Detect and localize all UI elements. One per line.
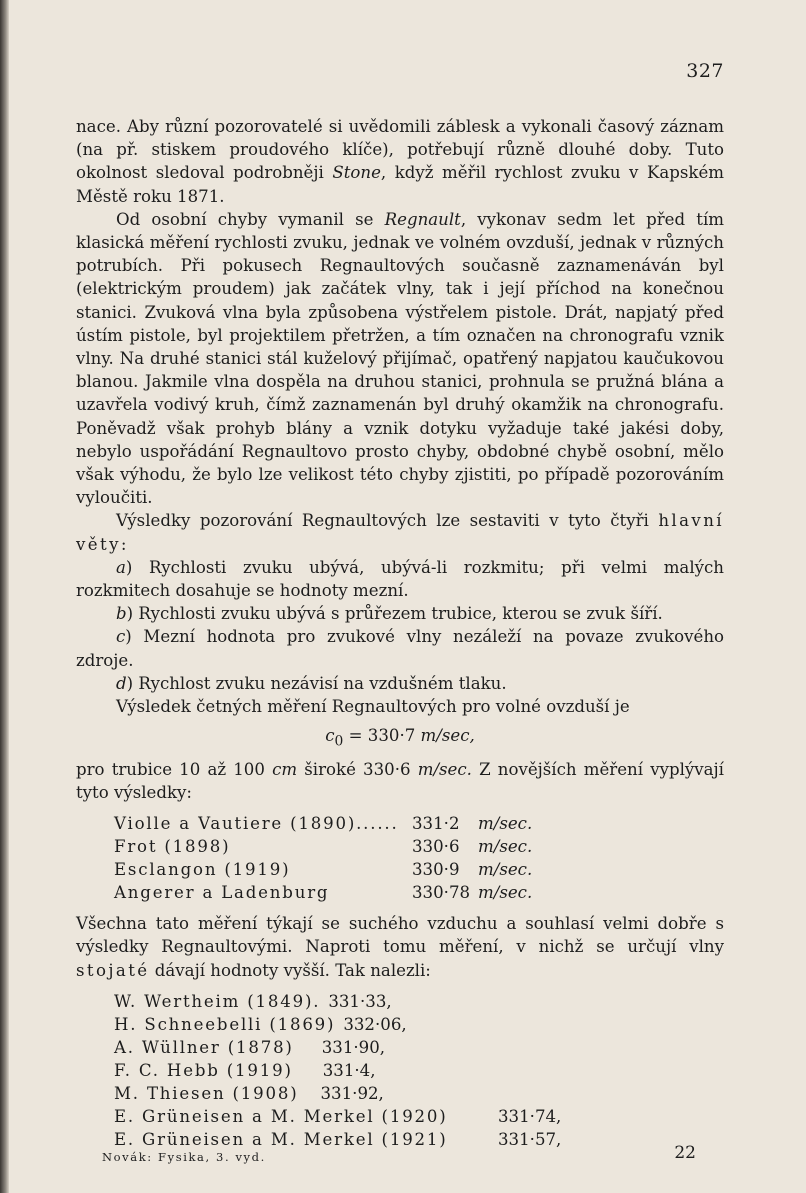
table-row: M. Thiesen (1908) 331·92, xyxy=(114,1083,384,1103)
table-row: Angerer a Ladenburg 330·78 m/sec. xyxy=(114,883,533,903)
footer-book-title: Novák: Fysika, 3. vyd. xyxy=(102,1150,266,1164)
page-body xyxy=(76,115,724,1159)
table-row: Frot (1898) 330·6 m/sec. xyxy=(114,837,533,857)
paragraph-5: pro trubice 10 až 100 cm široké 330·6 m/sec. Z novějších měření vyplývají tyto výsledky: xyxy=(76,759,724,802)
page-number: 327 xyxy=(686,60,724,82)
table-row: A. Wüllner (1878) 331·90, xyxy=(114,1037,386,1057)
table-row: E. Grüneisen a M. Merkel (1920) 331·74, xyxy=(114,1106,562,1126)
table-row: Esclangon (1919) 330·9 m/sec. xyxy=(114,860,533,880)
author-name: Regnault xyxy=(384,209,461,229)
measurement-table-2 xyxy=(114,990,724,1151)
list-item-a: a) Rychlosti zvuku ubývá, ubývá-li rozkmitu; při velmi malých rozkmitech dosahuje se hodnoty mezní. xyxy=(76,557,724,601)
footer-signature-number: 22 xyxy=(674,1143,696,1163)
book-spine-shadow xyxy=(0,0,9,1193)
paragraph-4: Výsledek četných měření Regnaultových pro volné ovzduší je xyxy=(116,697,630,717)
emphasis-text: stojaté xyxy=(76,960,150,980)
table-row: W. Wertheim (1849). 331·33, xyxy=(114,991,392,1011)
formula: $c_0 = 330\cdot 7$ m/sec, xyxy=(325,726,475,750)
table-row: Violle a Vautiere (1890)...... 331·2 m/sec. xyxy=(114,814,533,834)
table-row: E. Grüneisen a M. Merkel (1921) 331·57, xyxy=(114,1129,562,1149)
author-name: Stone xyxy=(332,163,381,183)
emphasis-text: hlavní věty xyxy=(76,511,724,554)
table-row: H. Schneebelli (1869) 332·06, xyxy=(114,1014,407,1034)
table-row: F. C. Hebb (1919) 331·4, xyxy=(114,1060,376,1080)
paragraph-1: nace. Aby různí pozorovatelé si uvědomili záblesk a vykonali časový záznam (na př. stiskem proudového klíče), potřebují různě dlouhé doby. Tuto okolnost sledoval podrobněji Stone, když měřil rychlost zvuku v Kapském Městě roku 1871. xyxy=(76,117,724,206)
paragraph-3: Výsledky pozorování Regnaultových lze sestaviti v tyto čtyři hlavní věty: xyxy=(76,511,724,554)
list-item-c: c) Mezní hodnota pro zvukové vlny nezáleží na povaze zvukového zdroje. xyxy=(76,627,724,670)
measurement-table-1 xyxy=(114,812,724,904)
paragraph-2: Od osobní chyby vymanil se Regnault, vykonav sedm let před tím klasická měření rychlosti zvuku, jednak ve volném ovzduší, jednak v různých potrubích. Při pokusech Regnaultových současně zaznamenáván byl (elektrickým proudem) jak začátek vlny, tak i její příchod na konečnou stanici. Zvuková vlna byla způsobena výstřelem pistole. Drát, napjatý před ústím pistole, byl projektilem přetržen, a tím označen na chronografu vznik vlny. Na druhé stanici stál kuželový přijímač, opatřený napjatou kaučukovou blanou. Jakmile vlna dospěla na druhou stanici, prohnula se pružná blána a uzavřela vodivý kruh, čímž zaznamenán byl druhý okamžik na chronografu. Poněvadž však prohyb blány a vznik dotyku vyžaduje také jakési doby, nebylo uspořádání Regnaultovo prosto chyby, obdobné chybě osobní, mělo však výhodu, že bylo lze velikost této chyby zjistiti, po případě pozorováním vyloučiti. xyxy=(76,209,724,508)
list-item-d: d) Rychlost zvuku nezávisí na vzdušném tlaku. xyxy=(116,673,507,693)
paragraph-6: Všechna tato měření týkají se suchého vzduchu a souhlasí velmi dobře s výsledky Regnaultovými. Naproti tomu měření, v nichž se určují vlny stojaté dávají hodnoty vyšší. Tak nalezli: xyxy=(76,914,724,980)
list-item-b: b) Rychlosti zvuku ubývá s průřezem trubice, kterou se zvuk šíří. xyxy=(116,604,663,624)
